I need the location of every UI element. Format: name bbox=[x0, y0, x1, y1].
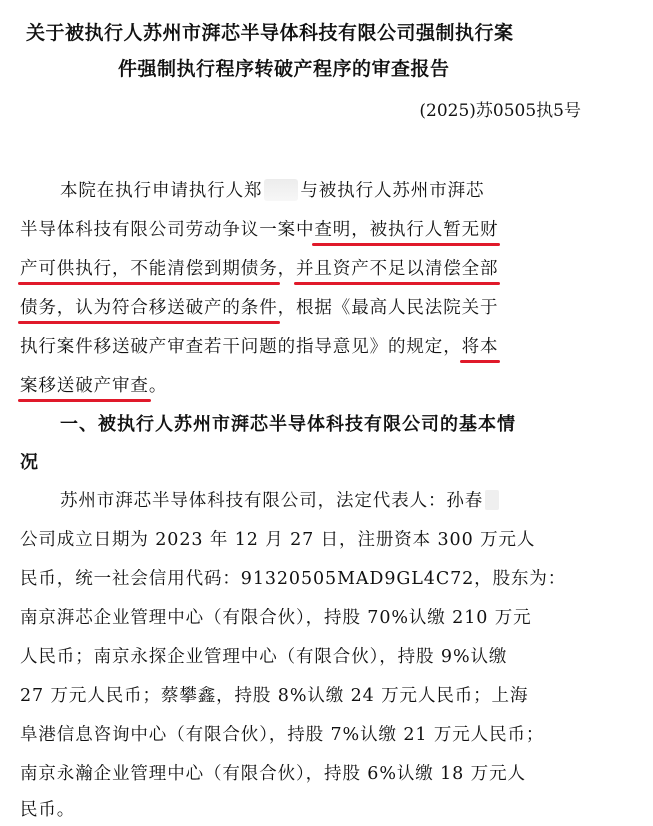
redacted-name bbox=[264, 179, 298, 201]
intro-text: ， bbox=[277, 259, 297, 279]
intro-line-2 bbox=[20, 216, 498, 241]
redacted-name bbox=[485, 490, 499, 510]
intro-text: 。 bbox=[148, 376, 168, 396]
case-number: (2025)苏0505执5号 bbox=[419, 101, 581, 121]
intro-text: 与被执行人苏州市湃芯 bbox=[300, 181, 485, 201]
intro-line-3 bbox=[20, 255, 498, 280]
underlined-finding: 产可供执行，不能清偿到期债务 bbox=[20, 259, 278, 279]
body-line-4: 南京湃芯企业管理中心（有限合伙），持股 70%认缴 210 万元 bbox=[20, 608, 532, 628]
underlined-finding: 并且资产不足以清偿全部 bbox=[296, 259, 499, 279]
company-info: 苏州市湃芯半导体科技有限公司，法定代表人：孙春 bbox=[60, 491, 484, 511]
intro-line-4 bbox=[20, 294, 498, 319]
underlined-finding: 债务，认为符合移送破产的条件 bbox=[20, 298, 278, 318]
intro-text: 半导体科技有限公司劳动争议一案中 bbox=[20, 220, 315, 240]
body-line-7: 阜港信息咨询中心（有限合伙），持股 7%认缴 21 万元人民币； bbox=[20, 725, 545, 745]
intro-text: ，根据《最高人民法院关于 bbox=[277, 298, 499, 318]
body-line-1 bbox=[60, 487, 499, 512]
body-line-6: 27 万元人民币；蔡攀鑫，持股 8%认缴 24 万元人民币；上海 bbox=[20, 686, 529, 706]
body-line-9: 民币。 bbox=[20, 800, 76, 820]
intro-text: 执行案件移送破产审查若干问题的指导意见》的规定， bbox=[20, 337, 462, 357]
section-heading-1-cont: 况 bbox=[20, 452, 39, 473]
underlined-finding: 查明，被执行人暂无财 bbox=[314, 220, 499, 240]
underlined-decision: 案移送破产审查 bbox=[20, 376, 149, 396]
intro-line-5 bbox=[20, 333, 498, 358]
body-line-2: 公司成立日期为 2023 年 12 月 27 日，注册资本 300 万元人 bbox=[20, 530, 536, 550]
section-heading-1: 一、被执行人苏州市湃芯半导体科技有限公司的基本情 bbox=[60, 414, 516, 435]
intro-line-6 bbox=[20, 372, 167, 397]
report-title-line-2: 件强制执行程序转破产程序的审查报告 bbox=[118, 58, 450, 80]
intro-line-1 bbox=[60, 177, 484, 202]
body-line-3: 民币，统一社会信用代码：91320505MAD9GL4C72，股东为： bbox=[20, 569, 567, 589]
body-line-8: 南京永瀚企业管理中心（有限合伙），持股 6%认缴 18 万元人 bbox=[20, 764, 526, 784]
underlined-decision: 将本 bbox=[461, 337, 499, 357]
report-title-line-1: 关于被执行人苏州市湃芯半导体科技有限公司强制执行案 bbox=[26, 22, 514, 44]
intro-text: 本院在执行申请执行人郑 bbox=[60, 181, 263, 201]
body-line-5: 人民币；南京永探企业管理中心（有限合伙），持股 9%认缴 bbox=[20, 647, 508, 667]
